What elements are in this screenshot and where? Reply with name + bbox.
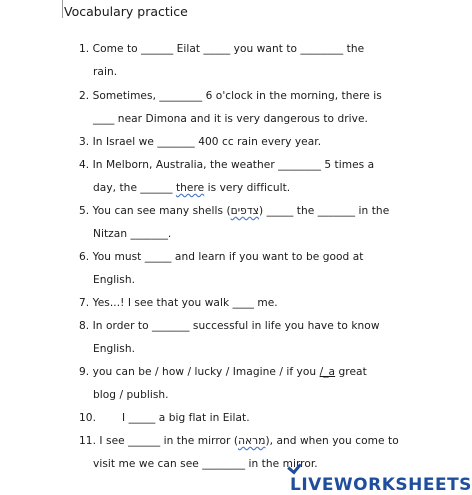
- question-4: 4. In Melborn, Australia, the weather ________ 5 times a: [79, 159, 375, 171]
- question-6: 6. You must _____ and learn if you want to be good at: [79, 251, 364, 263]
- q9-text-post: great: [335, 366, 367, 378]
- q11-hebrew-word: מראה: [238, 435, 266, 447]
- q9-underlined: /_a: [319, 366, 336, 378]
- margin-line: [62, 0, 63, 18]
- question-5-cont: Nitzan _______.: [93, 228, 172, 240]
- q5-text-pre: 5. You can see many shells (: [79, 205, 231, 217]
- question-2: 2. Sometimes, ________ 6 o'clock in the morning, there is: [79, 90, 382, 102]
- question-1-cont: rain.: [93, 66, 118, 78]
- liveworksheets-logo: [290, 455, 472, 495]
- question-11-cont: visit me we can see ________ in the mirror.: [93, 458, 318, 470]
- q4-there: there: [175, 182, 205, 194]
- question-11: [79, 435, 399, 447]
- question-2-cont: ____ near Dimona and it is very dangerous to drive.: [93, 113, 368, 125]
- page-title: Vocabulary practice: [64, 4, 188, 19]
- q4-text-pre: day, the ______: [93, 182, 176, 194]
- question-3: 3. In Israel we _______ 400 cc rain every year.: [79, 136, 322, 148]
- checkmark-icon: [290, 458, 300, 472]
- question-10: I _____ a big flat in Eilat.: [122, 412, 250, 424]
- question-8-cont: English.: [93, 343, 136, 355]
- question-9: [79, 366, 367, 378]
- q5-text-post: ) _____ the _______ in the: [259, 205, 390, 217]
- question-1: 1. Come to ______ Eilat _____ you want to ________ the: [79, 43, 365, 55]
- question-6-cont: English.: [93, 274, 136, 286]
- question-9-cont: blog / publish.: [93, 389, 169, 401]
- logo-text: LIVEWORKSHEETS: [290, 475, 472, 495]
- q5-hebrew-word: צדפים: [230, 205, 259, 217]
- question-10-number: 10.: [79, 412, 96, 424]
- q9-text-pre: 9. you can be / how / lucky / Imagine / if you: [79, 366, 320, 378]
- question-8: 8. In order to _______ successful in life you have to know: [79, 320, 380, 332]
- question-5: [79, 205, 389, 217]
- question-7: 7. Yes...! I see that you walk ____ me.: [79, 297, 278, 309]
- q11-text-post: ), and when you come to: [265, 435, 399, 447]
- q11-text-pre: 11. I see ______ in the mirror (: [79, 435, 239, 447]
- question-4-cont: [93, 182, 290, 194]
- q4-text-post: is very difficult.: [204, 182, 291, 194]
